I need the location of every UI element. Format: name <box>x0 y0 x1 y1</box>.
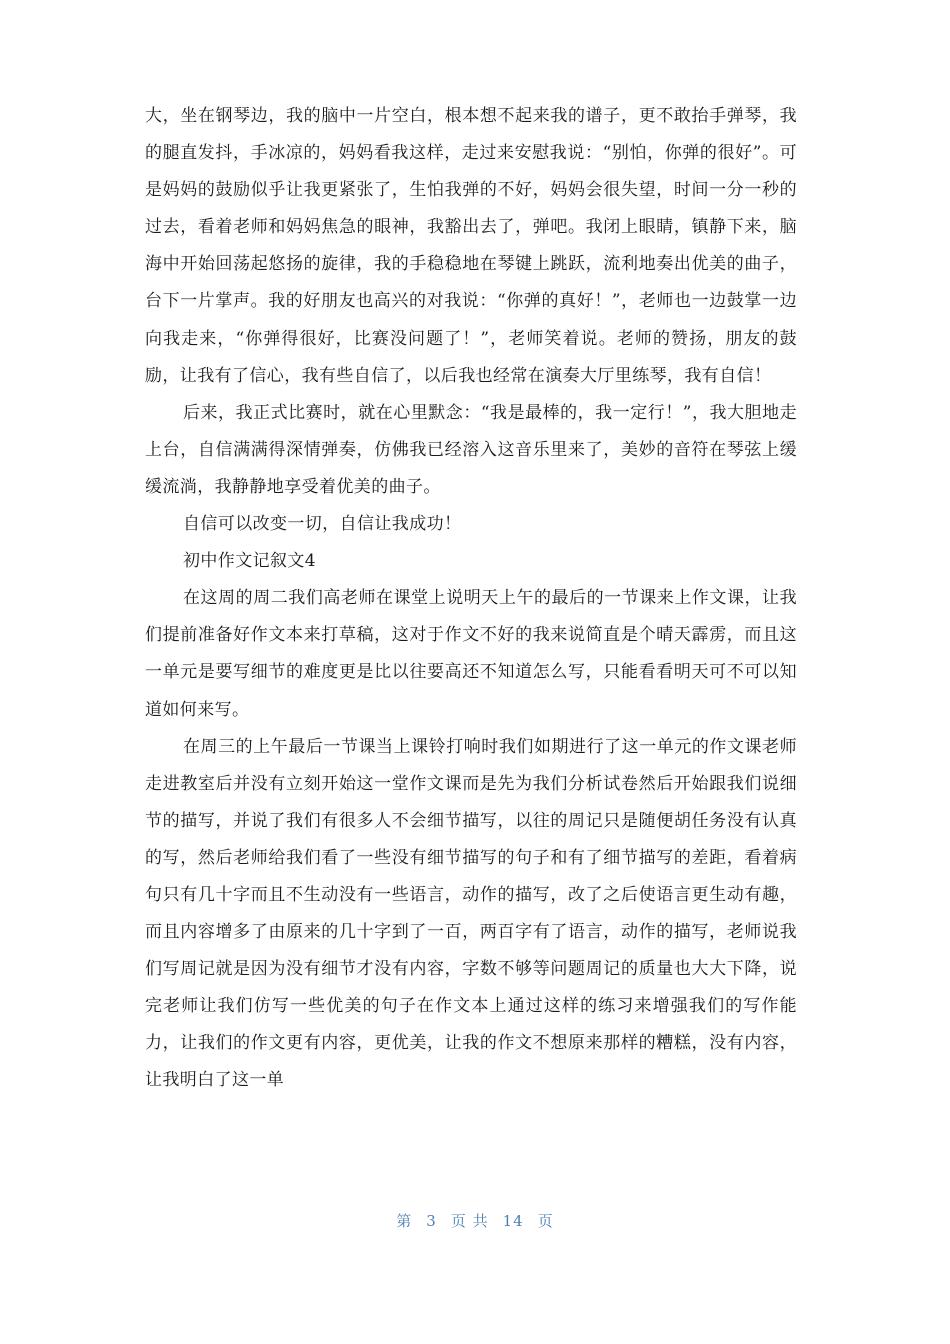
footer-label-page: 第 <box>396 1212 413 1230</box>
paragraph-1: 大，坐在钢琴边，我的脑中一片空白，根本想不起来我的谱子，更不敢抬手弹琴，我的腿直发抖，手冰凉的，妈妈看我这样，走过来安慰我说：“别怕，你弹的很好”。可是妈妈的鼓励似乎让我更紧张了，生怕我弹的不好，妈妈会很失望，时间一分一秒的过去，看着老师和妈妈焦急的眼神，我豁出去了，弹吧。我闭上眼睛，镇静下来，脑海中开始回荡起悠扬的旋律，我的手稳稳地在琴键上跳跃，流利地奏出优美的曲子，台下一片掌声。我的好朋友也高兴的对我说：“你弹的真好！”，老师也一边鼓掌一边向我走来，“你弹得很好，比赛没问题了！”，老师笑着说。老师的赞扬，朋友的鼓励，让我有了信心，我有些自信了，以后我也经常在演奏大厅里练琴，我有自信！ <box>145 106 797 386</box>
footer-current-page: 3 <box>426 1212 437 1230</box>
paragraph-5: 在周三的上午最后一节课当上课铃打响时我们如期进行了这一单元的作文课老师走进教室后并没有立刻开始这一堂作文课而是先为我们分析试卷然后开始跟我们说细节的描写，并说了我们有很多人不会细节描写，以往的周记只是随便胡任务没有认真的写，然后老师给我们看了一些没有细节描写的句子和有了细节描写的差距，看着病句只有几十字而且不生动没有一些语言，动作的描写，改了之后使语言更生动有趣，而且内容增多了由原来的几十字到了一百，两百字有了语言，动作的描写，老师说我们写周记就是因为没有细节才没有内容，字数不够等问题周记的质量也大大下降，说完老师让我们仿写一些优美的句子在作文本上通过这样的练习来增强我们的写作能力，让我们的作文更有内容，更优美，让我的作文不想原来那样的糟糕，没有内容，让我明白了这一单 <box>145 736 797 1091</box>
footer-total-pages: 14 <box>502 1212 524 1230</box>
page-footer <box>0 1210 950 1231</box>
paragraph-2: 后来，我正式比赛时，就在心里默念：“我是最棒的，我一定行！”，我大胆地走上台，自信满满得深情弹奏，仿佛我已经溶入这音乐里来了，美妙的音符在琴弦上缓缓流淌，我静静地享受着优美的曲子。 <box>145 402 797 497</box>
document-body <box>145 98 797 1100</box>
footer-label-of: 页 共 <box>450 1212 489 1230</box>
paragraph-4: 在这周的周二我们高老师在课堂上说明天上午的最后的一节课来上作文课，让我们提前准备好作文本来打草稿，这对于作文不好的我来说简直是个晴天霹雳，而且这一单元是要写细节的难度更是比以往要高还不知道怎么写，只能看看明天可不可以知道如何来写。 <box>145 588 797 720</box>
paragraph-3: 自信可以改变一切，自信让我成功！ <box>183 514 462 535</box>
footer-label-end: 页 <box>537 1212 554 1230</box>
section-heading: 初中作文记叙文4 <box>183 551 317 572</box>
